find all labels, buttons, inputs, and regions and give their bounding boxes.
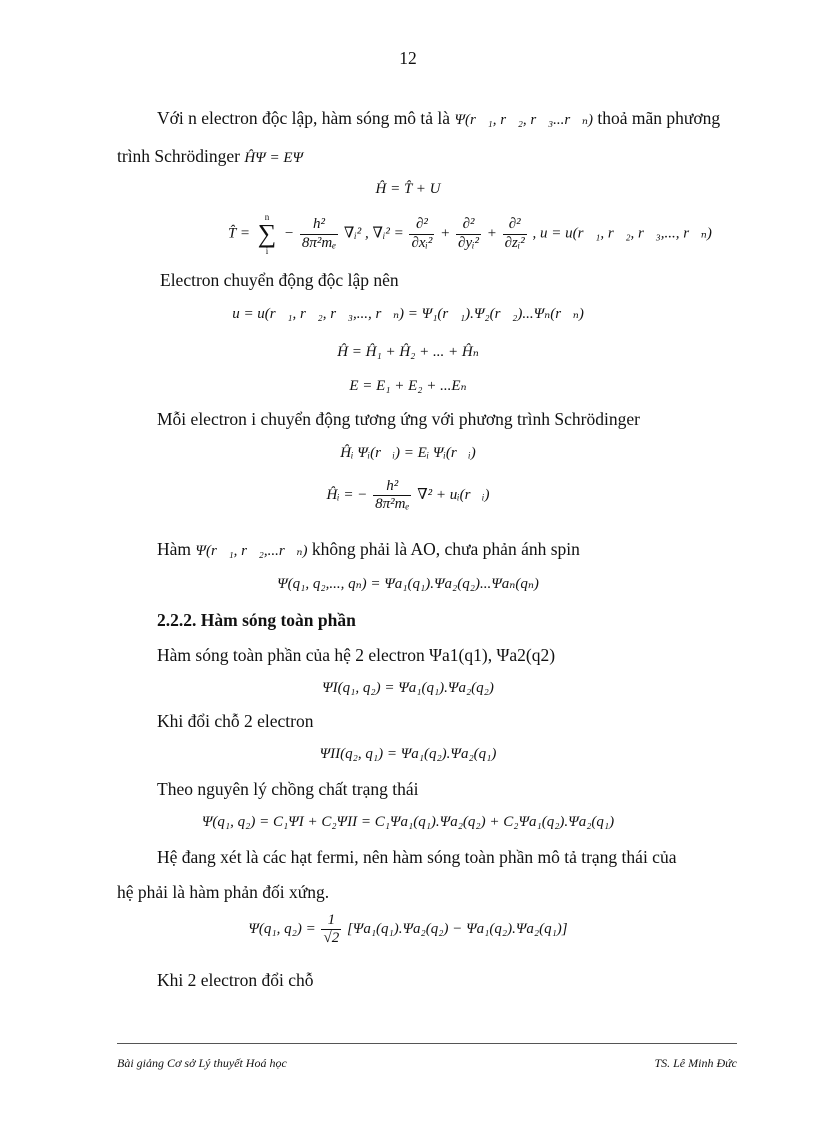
paragraph-1-line-1 [157, 108, 720, 129]
p4-start: Hàm [157, 539, 192, 559]
eq-anti-fraction [321, 912, 341, 948]
eq-hi2-rhs: ∇² + uᵢ(r⃗ᵢ) [417, 487, 490, 504]
equation-superposition: Ψ(q₁, q₂) = C₁ΨI + C₂ΨII = C₁Ψa₁(q₁).Ψa₂(q₂) + C₂Ψa₁(q₂).Ψa₂(q₁) [201, 814, 615, 830]
eq-anti-rhs: [Ψa₁(q₁).Ψa₂(q₂) − Ψa₁(q₂).Ψa₂(q₁)] [346, 921, 568, 938]
paragraph-3: Mỗi electron i chuyển động tương ứng với phương trình Schrödinger [157, 409, 640, 429]
eq-hi2-den: 8π²mₑ [375, 496, 410, 513]
p4-math: Ψ(r⃗₁, r⃗₂,...r⃗ₙ) [195, 543, 308, 559]
paragraph-8-line-1: Hệ đang xét là các hạt fermi, nên hàm sóng toàn phần mô tả trạng thái của [157, 847, 677, 867]
eq-t-nabla-def: , ∇ᵢ² = [365, 225, 408, 242]
footer-rule [117, 1043, 737, 1044]
eq-t-u: , u = u(r⃗₁, r⃗₂, r⃗₃,..., r⃗ₙ) [532, 225, 712, 242]
footer-left: Bài giảng Cơ sở Lý thuyết Hoá học [117, 1056, 287, 1070]
eq-anti-num: 1 [321, 912, 341, 930]
p1-math: Ψ(r⃗₁, r⃗₂, r⃗₃...r⃗ₙ) [454, 112, 593, 128]
section-heading: 2.2.2. Hàm sóng toàn phần [157, 610, 356, 630]
sum-bottom: i [265, 245, 269, 256]
eq-t-dx-den: ∂xᵢ² [411, 234, 433, 251]
equation-h-sum: Ĥ = Ĥ₁ + Ĥ₂ + ... + Ĥₙ [337, 344, 479, 360]
eq-t-dy-frac [456, 216, 481, 252]
paragraph-4 [157, 539, 580, 560]
paragraph-2: Electron chuyển động độc lập nên [160, 270, 399, 290]
equation-psi-q: Ψ(q₁, q₂,..., qₙ) = Ψa₁(q₁).Ψa₂(q₂)...Ψaₙ(qₙ) [277, 576, 539, 592]
eq-hi2-fraction [373, 478, 411, 514]
paragraph-6: Khi đổi chỗ 2 electron [157, 711, 314, 731]
eq-t-dx-num: ∂² [409, 216, 434, 234]
paragraph-1-line-2 [117, 146, 303, 167]
paragraph-9: Khi 2 electron đổi chỗ [157, 970, 314, 990]
sum-top: n [264, 212, 270, 222]
eq-t-dz-num: ∂² [503, 216, 527, 234]
equation-u-product: u = u(r⃗₁, r⃗₂, r⃗₃,..., r⃗ₙ) = Ψ₁(r⃗₁).Ψ₂(r⃗₂)...Ψₙ(r⃗ₙ) [232, 306, 584, 322]
p1-text: Với n electron độc lập, hàm sóng mô tả là [157, 108, 451, 128]
eq-t-dx-frac [409, 216, 434, 252]
eq-hi2-num: h² [373, 478, 411, 496]
footer-right: TS. Lê Minh Đức [654, 1056, 737, 1070]
p1-line2-math: ĤΨ = EΨ [244, 150, 304, 166]
equation-hi-operator [0, 478, 816, 514]
eq-t-dy-den: ∂yᵢ² [458, 234, 479, 251]
eq-anti-lhs: Ψ(q₁, q₂) = [248, 921, 320, 938]
equation-kinetic: T̂ = n ∑ i − $\frac{\text{h²}}{\text{8π²mₑ}}$ ∇ᵢ² , ∇ᵢ² = $\frac{\text{∂²}}{\text{∂xᵢ²}}$ + $\frac{\text{∂²}}{\text{∂yᵢ²}}$ + $\frac{\text{∂²}}{\text{∂zᵢ²}}$ , u = u(r⃗₁, r⃗₂, r⃗₃,..., r⃗ₙ) [228, 212, 712, 256]
eq-t-frac-num: h² [300, 216, 338, 234]
equation-e-sum: E = E₁ + E₂ + ...Eₙ [349, 378, 467, 394]
equation-hamiltonian: Ĥ = T̂ + U [375, 181, 441, 197]
eq-t-nabla: ∇ᵢ² [343, 225, 362, 242]
paragraph-5: Hàm sóng toàn phần của hệ 2 electron Ψa1(q1), Ψa2(q2) [157, 645, 556, 665]
page-number: 12 [399, 48, 417, 68]
eq-hi2-lhs: Ĥᵢ = − [326, 487, 368, 504]
eq-t-frac-den: 8π²mₑ [301, 234, 337, 251]
sum-sign: n ∑ i [257, 212, 277, 256]
eq-t-dy-num: ∂² [456, 216, 481, 234]
paragraph-8-line-2: hệ phải là hàm phản đối xứng. [117, 882, 330, 902]
equation-psi-II: ΨII(q₂, q₁) = Ψa₁(q₂).Ψa₂(q₁) [319, 746, 497, 762]
p4-end: không phải là AO, chưa phản ánh spin [311, 539, 580, 559]
eq-t-dz-den: ∂zᵢ² [504, 234, 525, 251]
eq-anti-den: √2 [323, 930, 340, 947]
equation-psi-I: ΨI(q₁, q₂) = Ψa₁(q₁).Ψa₂(q₂) [322, 680, 494, 696]
p1-line2-text: trình Schrödinger [117, 146, 240, 166]
eq-t-lhs: T̂ = [228, 225, 254, 242]
paragraph-7: Theo nguyên lý chồng chất trạng thái [157, 779, 419, 799]
p1-text-end: thoả mãn phương [597, 108, 721, 128]
eq-t-fraction [300, 216, 338, 252]
equation-hi-psi: Ĥᵢ Ψᵢ(r⃗ᵢ) = Eᵢ Ψᵢ(r⃗ᵢ) [340, 445, 476, 461]
eq-t-dz-frac [503, 216, 527, 252]
equation-antisymmetric [0, 912, 816, 948]
